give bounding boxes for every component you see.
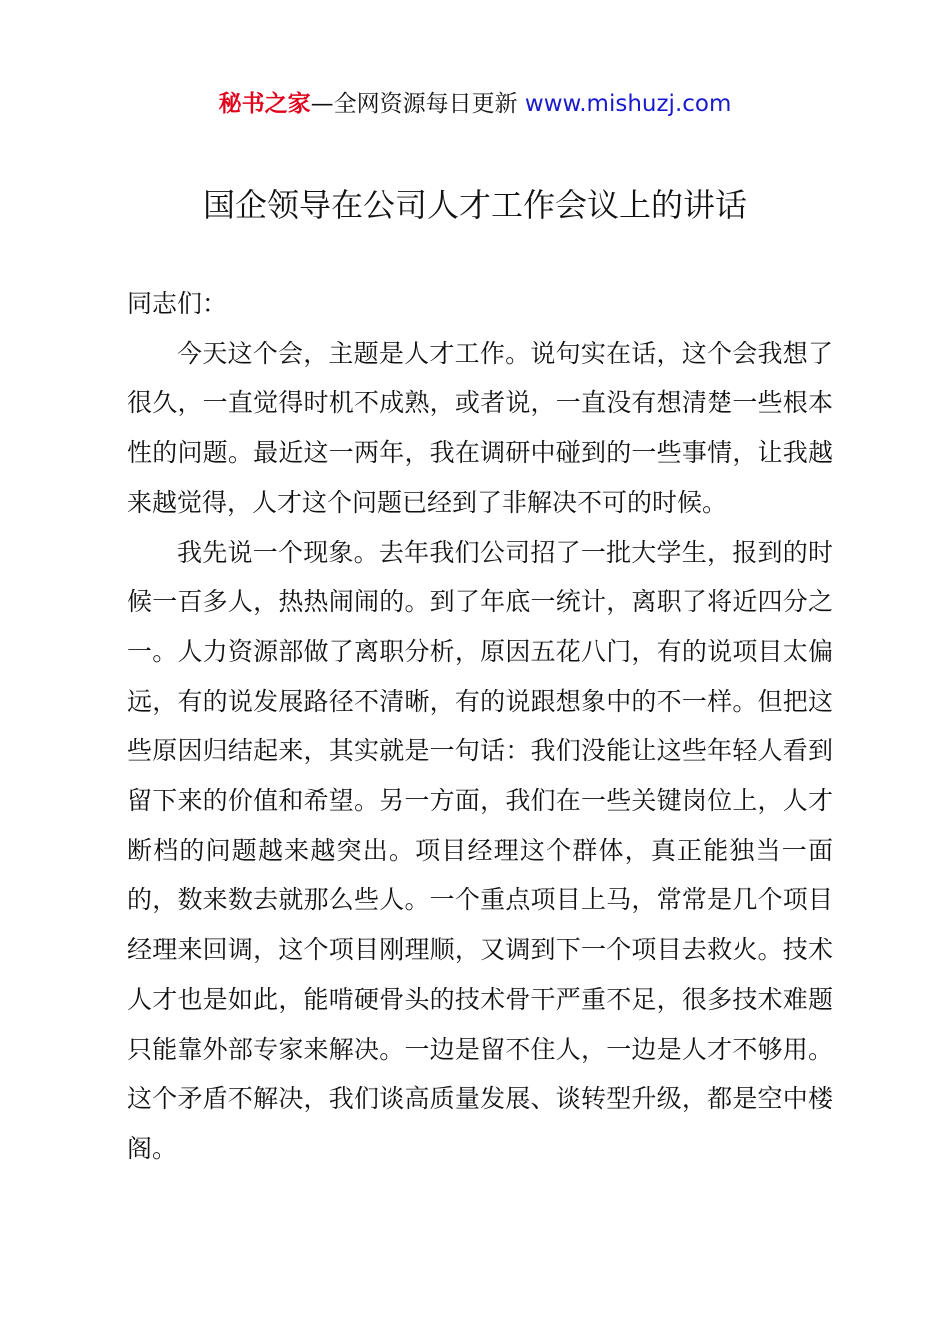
site-tagline: —全网资源每日更新 <box>310 91 525 117</box>
site-url-link[interactable]: www.mishuzj.com <box>524 91 732 117</box>
document-title: 国企领导在公司人才工作会议上的讲话 <box>202 186 747 224</box>
document-body <box>127 279 833 1174</box>
paragraph-1: 今天这个会，主题是人才工作。说句实在话，这个会我想了很久，一直觉得时机不成熟，或者说，一直没有想清楚一些根本性的问题。最近这一两年，我在调研中碰到的一些事情，让我越来越觉得，人才这个问题已经到了非解决不可的时候。 <box>127 338 833 517</box>
site-brand: 秘书之家 <box>218 91 311 117</box>
site-header <box>0 86 950 122</box>
paragraph-2: 我先说一个现象。去年我们公司招了一批大学生，报到的时候一百多人，热热闹闹的。到了年底一统计，离职了将近四分之一。人力资源部做了离职分析，原因五花八门，有的说项目太偏远，有的说发展路径不清晰，有的说跟想象中的不一样。但把这些原因归结起来，其实就是一句话：我们没能让这些年轻人看到留下来的价值和希望。另一方面，我们在一些关键岗位上，人才断档的问题越来越突出。项目经理这个群体，真正能独当一面的，数来数去就那么些人。一个重点项目上马，常常是几个项目经理来回调，这个项目刚理顺，又调到下一个项目去救火。技术人才也是如此，能啃硬骨头的技术骨干严重不足，很多技术难题只能靠外部专家来解决。一边是留不住人，一边是人才不够用。这个矛盾不解决，我们谈高质量发展、谈转型升级，都是空中楼阁。 <box>127 537 833 1163</box>
salutation: 同志们： <box>127 289 228 318</box>
